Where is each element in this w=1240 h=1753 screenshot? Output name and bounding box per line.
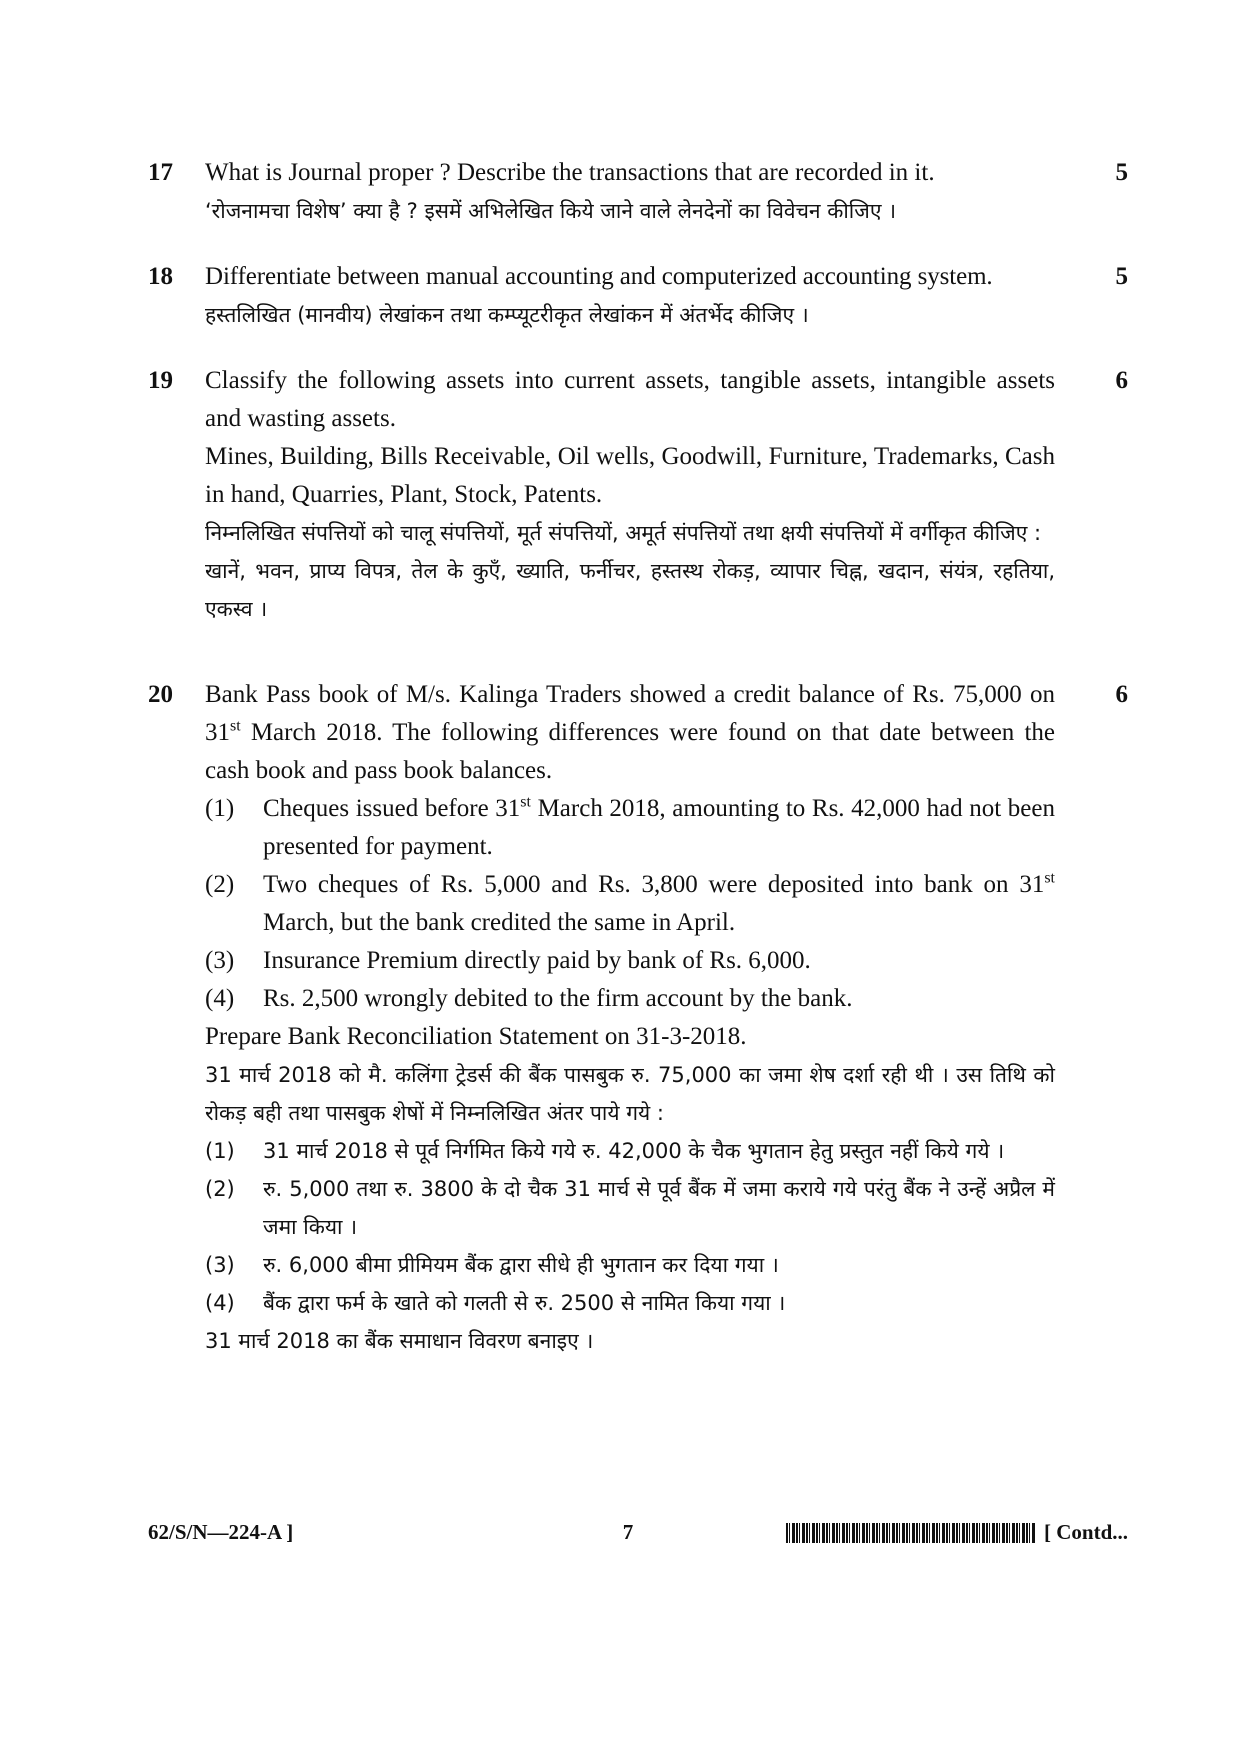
intro-part-a: Bank Pass book of M/s. Kalinga Traders showed a credit balance of Rs. 75,000 on 31 <box>205 681 1055 746</box>
item-number: (2) <box>205 871 235 898</box>
item-text-b: March 2018, amounting to Rs. 42,000 had not been presented for payment. <box>263 795 1055 860</box>
intro-part-b: March 2018. The following differences were found on that date between the cash book and pass book balances. <box>205 719 1055 784</box>
item-text: Rs. 2,500 wrongly debited to the firm account by the bank. <box>263 985 853 1012</box>
marks: 5 <box>1115 263 1128 290</box>
item-text-b: March, but the bank credited the same in April. <box>263 909 736 936</box>
question-number: 19 <box>148 367 173 394</box>
question-text-en: Differentiate between manual accounting and computerized accounting system. <box>205 263 993 290</box>
superscript: st <box>230 717 241 735</box>
list-item <box>205 980 1055 1018</box>
item-number: (2) <box>205 1177 235 1201</box>
item-number: (1) <box>205 1139 235 1163</box>
question-text-hi: ‘रोजनामचा विशेष’ क्या है ? इसमें अभिलेखित किये जाने वाले लेनदेनों का विवेचन कीजिए । <box>205 199 897 223</box>
marks: 5 <box>1115 159 1128 186</box>
item-text-a: Two cheques of Rs. 5,000 and Rs. 3,800 were deposited into bank on 31 <box>263 871 1045 898</box>
question-number: 18 <box>148 263 173 290</box>
item-text: 31 मार्च 2018 से पूर्व निर्गमित किये गये रु. 42,000 के चैक भुगतान हेतु प्रस्तुत नहीं किये गये । <box>263 1139 1005 1163</box>
list-item <box>205 1170 1055 1246</box>
item-text: Insurance Premium directly paid by bank of Rs. 6,000. <box>263 947 811 974</box>
item-number: (3) <box>205 947 235 974</box>
item-text: रु. 5,000 तथा रु. 3800 के दो चैक 31 मार्च से पूर्व बैंक में जमा कराये गये परंतु बैंक ने उन्हें अप्रैल में जमा किया । <box>263 1177 1055 1239</box>
question-intro-hi: 31 मार्च 2018 को मै. कलिंगा ट्रेडर्स की बैंक पासबुक रु. 75,000 का जमा शेष दर्शा रही थी । उस तिथि को रोकड़ बही तथा पासबुक शेषों में निम्नलिखित अंतर पाये गये : <box>205 1063 1055 1125</box>
list-item <box>205 1284 1055 1322</box>
item-number: (4) <box>205 985 235 1012</box>
list-item <box>205 866 1055 942</box>
page-footer <box>148 1520 1128 1554</box>
list-item <box>205 1246 1055 1284</box>
page-number: 7 <box>622 1520 634 1544</box>
question-intro-en <box>205 676 1055 790</box>
contd-label: [ Contd... <box>1043 1520 1128 1544</box>
question-number: 17 <box>148 159 173 186</box>
footer-right <box>786 1520 1128 1545</box>
superscript: st <box>520 793 531 811</box>
question-instruction-en: Prepare Bank Reconciliation Statement on 31-3-2018. <box>205 1023 747 1050</box>
list-item <box>205 942 1055 980</box>
paper-code: 62/S/N—224-A ] <box>148 1520 294 1544</box>
list-item <box>205 1132 1055 1170</box>
question-instruction-hi: 31 मार्च 2018 का बैंक समाधान विवरण बनाइए । <box>205 1329 594 1353</box>
item-text <box>263 790 1055 866</box>
asset-list-hi: खानें, भवन, प्राप्य विपत्र, तेल के कुएँ, ख्याति, फर्नीचर, हस्तस्थ रोकड़, व्यापार चिह्न, खदान, संयंत्र, रहतिया, एकस्व । <box>205 559 1055 621</box>
question-text-hi: हस्तलिखित (मानवीय) लेखांकन तथा कम्प्यूटरीकृत लेखांकन में अंतर्भेद कीजिए । <box>205 303 809 327</box>
marks: 6 <box>1115 367 1128 394</box>
asset-list-en: Mines, Building, Bills Receivable, Oil wells, Goodwill, Furniture, Trademarks, Cash in hand, Quarries, Plant, Stock, Patents. <box>205 443 1055 508</box>
question-intro-en: Classify the following assets into current assets, tangible assets, intangible assets and wasting assets. <box>205 367 1055 432</box>
item-number: (3) <box>205 1253 235 1277</box>
item-text: रु. 6,000 बीमा प्रीमियम बैंक द्वारा सीधे ही भुगतान कर दिया गया । <box>263 1253 779 1277</box>
item-text <box>263 866 1055 942</box>
question-intro-hi: निम्नलिखित संपत्तियों को चालू संपत्तियों, मूर्त संपत्तियों, अमूर्त संपत्तियों तथा क्षयी संपत्तियों में वर्गीकृत कीजिए : <box>205 521 1042 545</box>
question-number: 20 <box>148 681 173 708</box>
item-number: (1) <box>205 795 235 822</box>
marks: 6 <box>1115 681 1128 708</box>
item-text-a: Cheques issued before 31 <box>263 795 521 822</box>
item-number: (4) <box>205 1291 235 1315</box>
superscript: st <box>1044 869 1055 887</box>
item-text: बैंक द्वारा फर्म के खाते को गलती से रु. 2500 से नामित किया गया । <box>263 1291 786 1315</box>
question-text-en: What is Journal proper ? Describe the transactions that are recorded in it. <box>205 159 935 186</box>
barcode-icon <box>786 1523 1036 1543</box>
list-item <box>205 790 1055 866</box>
